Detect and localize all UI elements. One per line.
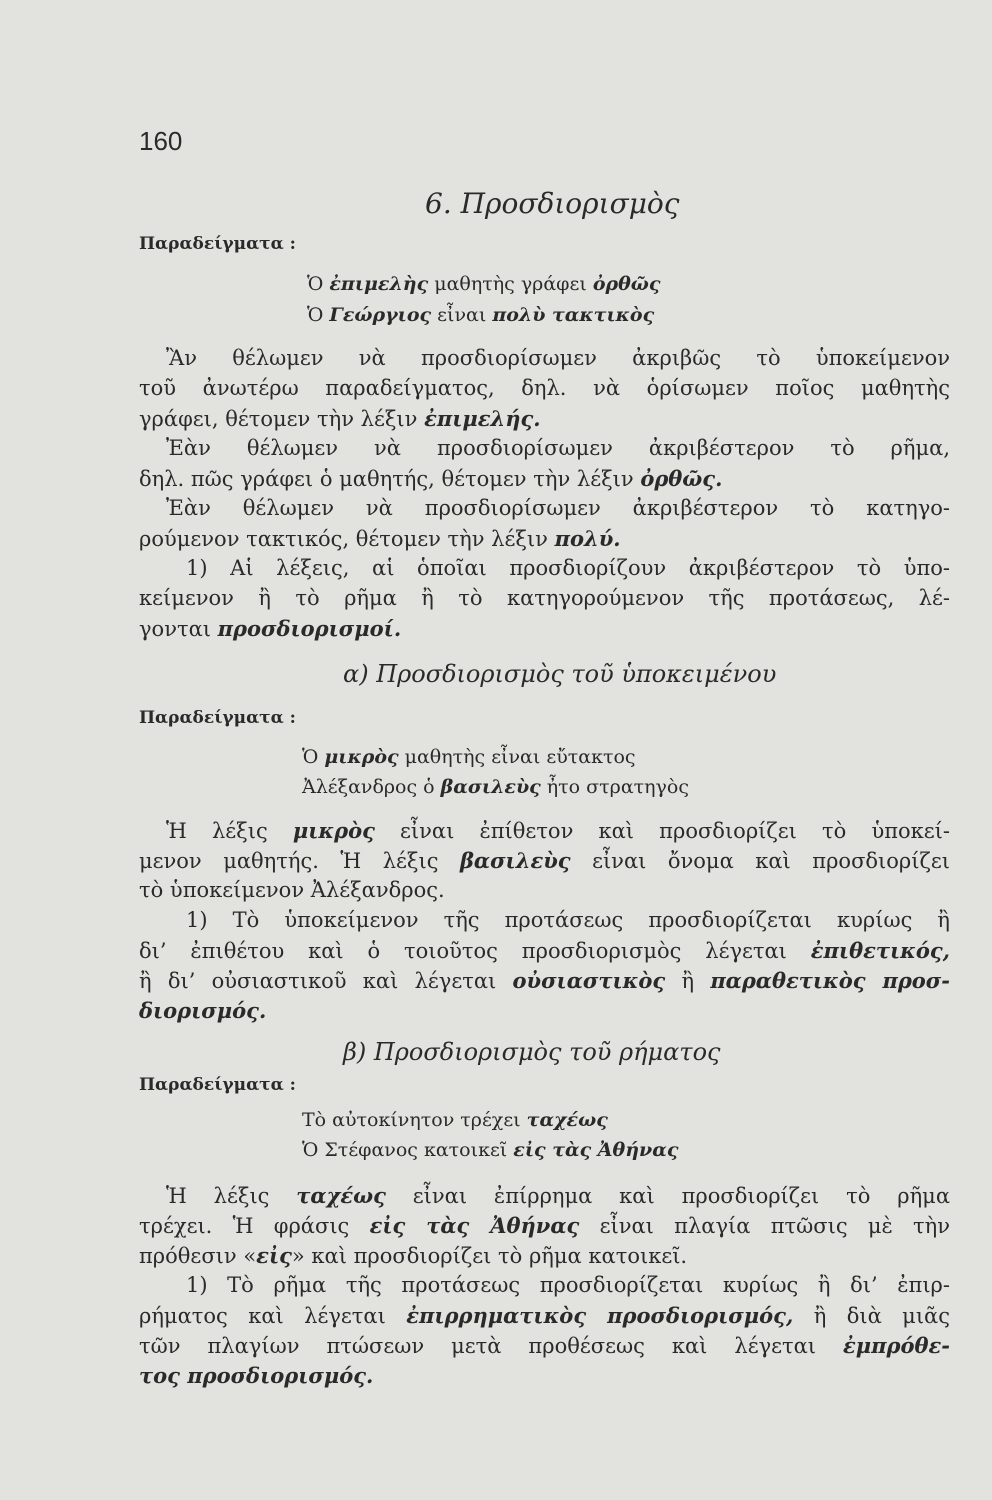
example-line: Ὁ μικρὸς μαθητὴς εἶναι εὔτακτος <box>302 746 636 768</box>
examples-label: Παραδείγματα : <box>139 708 296 728</box>
examples-label: Παραδείγματα : <box>139 234 296 254</box>
text-line: ρούμενον τακτικός, θέτομεν τὴν λέξιν πολύ. <box>139 526 621 551</box>
rule-line: τος προσδιορισμός. <box>139 1363 374 1388</box>
example-line: Ὁ ἐπιμελὴς μαθητὴς γράφει ὀρθῶς <box>307 273 661 295</box>
text-line: δηλ. πῶς γράφει ὁ μαθητής, θέτομεν τὴν λέξιν ὀρθῶς. <box>139 466 723 491</box>
rule-line: διορισμός. <box>139 998 267 1023</box>
examples-label: Παραδείγματα : <box>139 1075 296 1095</box>
rule-line: ἢ δι’ οὐσιαστικοῦ καὶ λέγεται οὐσιαστικὸς ἢ παραθετικὸς προσ- <box>139 968 951 993</box>
section-title: 6. Προσδιορισμὸς <box>425 187 680 220</box>
example-line: Ἀλέξανδρος ὁ βασιλεὺς ἦτο στρατηγὸς <box>302 776 689 798</box>
text-line: Ἐὰν θέλωμεν νὰ προσδιορίσωμεν ἀκριβέστερον τὸ ρῆμα, <box>166 436 950 460</box>
rule-line: γονται προσδιορισμοί. <box>139 616 402 641</box>
rule-line: 1) Τὸ ὑποκείμενον τῆς προτάσεως προσδιορίζεται κυρίως ἢ <box>186 908 950 932</box>
text-line: τρέχει. Ἡ φράσις εἰς τὰς Ἀθήνας εἶναι πλαγία πτῶσις μὲ τὴν <box>139 1213 951 1238</box>
text-line: μενον μαθητής. Ἡ λέξις βασιλεὺς εἶναι ὄνομα καὶ προσδιορίζει <box>139 848 950 873</box>
rule-line: τῶν πλαγίων πτώσεων μετὰ προθέσεως καὶ λέγεται ἐμπρόθε- <box>139 1333 950 1358</box>
example-line: Τὸ αὐτοκίνητον τρέχει ταχέως <box>302 1109 608 1131</box>
example-line: Ὁ Στέφανος κατοικεῖ εἰς τὰς Ἀθήνας <box>302 1139 679 1161</box>
rule-line: κείμενον ἢ τὸ ρῆμα ἢ τὸ κατηγορούμενον τῆς προτάσεως, λέ- <box>139 586 950 610</box>
subsection-title: β) Προσδιορισμὸς τοῦ ρήματος <box>343 1038 721 1066</box>
example-line: Ὁ Γεώργιος εἶναι πολὺ τακτικὸς <box>307 304 655 326</box>
rule-line: δι’ ἐπιθέτου καὶ ὁ τοιοῦτος προσδιορισμὸς λέγεται ἐπιθετικός, <box>139 938 950 963</box>
page-number: 160 <box>139 126 183 156</box>
text-line: Ἂν θέλωμεν νὰ προσδιορίσωμεν ἀκριβῶς τὸ ὑποκείμενον <box>166 346 950 370</box>
text-line: γράφει, θέτομεν τὴν λέξιν ἐπιμελής. <box>139 406 541 431</box>
rule-line: 1) Τὸ ρῆμα τῆς προτάσεως προσδιορίζεται κυρίως ἢ δι’ ἐπιρ- <box>186 1273 950 1297</box>
text-line: πρόθεσιν «εἰς» καὶ προσδιορίζει τὸ ρῆμα κατοικεῖ. <box>139 1243 688 1268</box>
text-line: Ἡ λέξις ταχέως εἶναι ἐπίρρημα καὶ προσδιορίζει τὸ ρῆμα <box>166 1183 950 1208</box>
rule-line: 1) Αἱ λέξεις, αἱ ὁποῖαι προσδιορίζουν ἀκριβέστερον τὸ ὑπο- <box>186 556 950 580</box>
subsection-title: α) Προσδιορισμὸς τοῦ ὑποκειμένου <box>343 660 777 688</box>
text-line: τοῦ ἀνωτέρω παραδείγματος, δηλ. νὰ ὁρίσωμεν ποῖος μαθητὴς <box>139 376 950 400</box>
text-line: Ἐὰν θέλωμεν νὰ προσδιορίσωμεν ἀκριβέστερον τὸ κατηγο- <box>166 496 950 520</box>
text-line: τὸ ὑποκείμενον Ἀλέξανδρος. <box>139 878 445 902</box>
rule-line: ρήματος καὶ λέγεται ἐπιρρηματικὸς προσδιορισμός, ἢ διὰ μιᾶς <box>139 1303 950 1328</box>
text-line: Ἡ λέξις μικρὸς εἶναι ἐπίθετον καὶ προσδιορίζει τὸ ὑποκεί- <box>166 818 950 843</box>
